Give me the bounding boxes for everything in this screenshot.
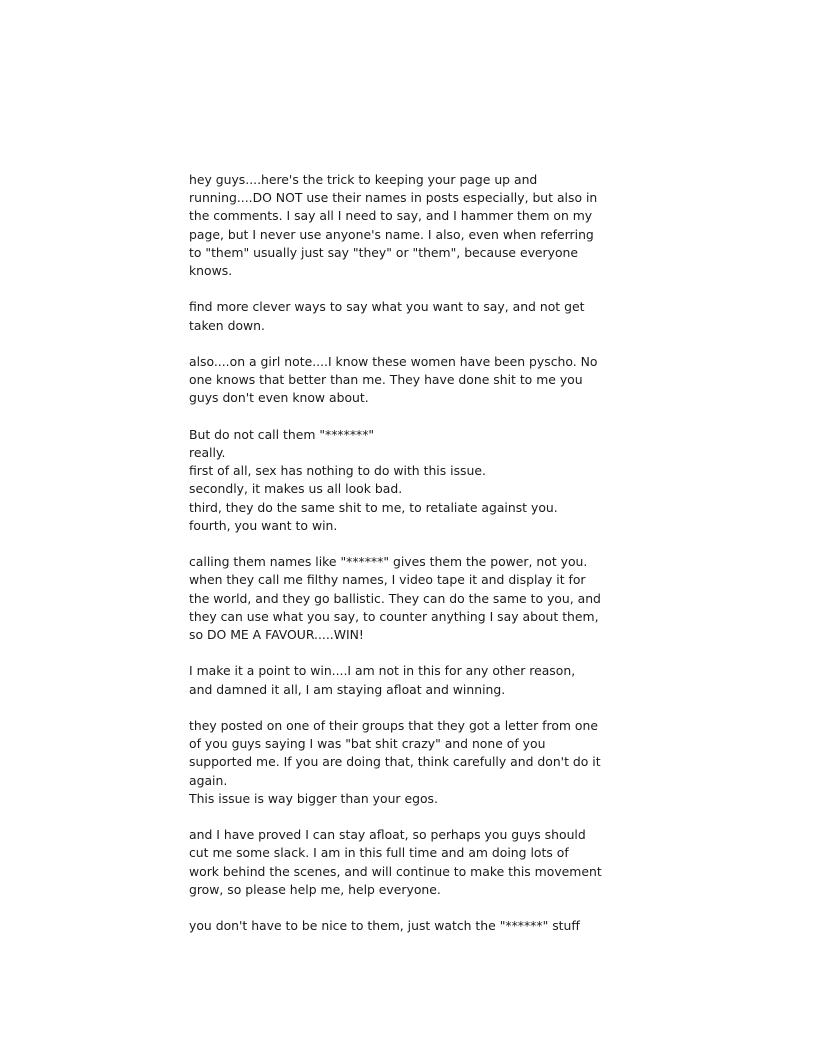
text-line: also....on a girl note....I know these women have been pyscho. No [189,354,598,369]
text-line: so DO ME A FAVOUR.....WIN! [189,627,364,643]
text-line: one knows that better than me. They have done shit to me you [189,372,583,388]
text-line: fourth, you want to win. [189,517,338,533]
text-line: guys don't even know about. [189,390,369,406]
paragraph-6 [189,662,579,698]
paragraph-5 [189,553,601,644]
paragraph-4 [189,426,579,535]
text-line: supported me. If you are doing that, think carefully and don't do it [189,754,601,770]
text-line: they posted on one of their groups that they got a letter from one [189,718,598,733]
text-line: grow, so please help me, help everyone. [189,881,441,897]
paragraph-9 [189,917,579,935]
text-line: and I have proved I can stay afloat, so perhaps you guys should [189,827,586,843]
text-line: third, they do the same shit to me, to retaliate against you. [189,499,558,515]
paragraph-7 [189,717,601,808]
text-line: they can use what you say, to counter anything I say about them, [189,608,599,624]
text-line: knows. [189,263,233,279]
text-line: secondly, it makes us all look bad. [189,481,403,497]
text-line: cut me some slack. I am in this full time and am doing lots of [189,845,569,861]
text-line: I make it a point to win....I am not in this for any other reason, [189,663,576,679]
paragraph-8 [189,826,602,899]
text-line: first of all, sex has nothing to do with this issue. [189,463,486,479]
paragraph-1 [189,171,598,280]
text-line: again. [189,772,228,788]
text-line: of you guys saying I was "bat shit crazy" and none of you [189,736,546,752]
text-line: the comments. I say all I need to say, and I hammer them on my [189,208,593,224]
text-line: find more clever ways to say what you want to say, and not get [189,299,585,315]
text-line: to "them" usually just say "they" or "them", because everyone [189,244,579,260]
text-line: work behind the scenes, and will continue to make this movement [189,863,602,879]
document-body [189,171,602,954]
text-line: page, but I never use anyone's name. I also, even when referring [189,226,594,242]
text-line: running....DO NOT use their names in posts especially, but also in [189,190,598,206]
text-line: hey guys....here's the trick to keeping your page up and [189,172,538,187]
text-line: This issue is way bigger than your egos. [189,790,438,806]
text-line: when they call me filthy names, I video tape it and display it for [189,572,586,588]
text-line: calling them names like "******" gives them the power, not you. [189,554,588,570]
text-line: But do not call them "*******" [189,426,375,442]
text-line: the world, and they go ballistic. They can do the same to you, and [189,590,601,606]
paragraph-2 [189,298,585,334]
text-line: really. [189,445,226,460]
text-line: you don't have to be nice to them, just watch the "******" stuff [189,918,580,934]
paragraph-3 [189,353,598,408]
text-line: and damned it all, I am staying afloat and winning. [189,681,506,697]
text-line: taken down. [189,317,265,333]
